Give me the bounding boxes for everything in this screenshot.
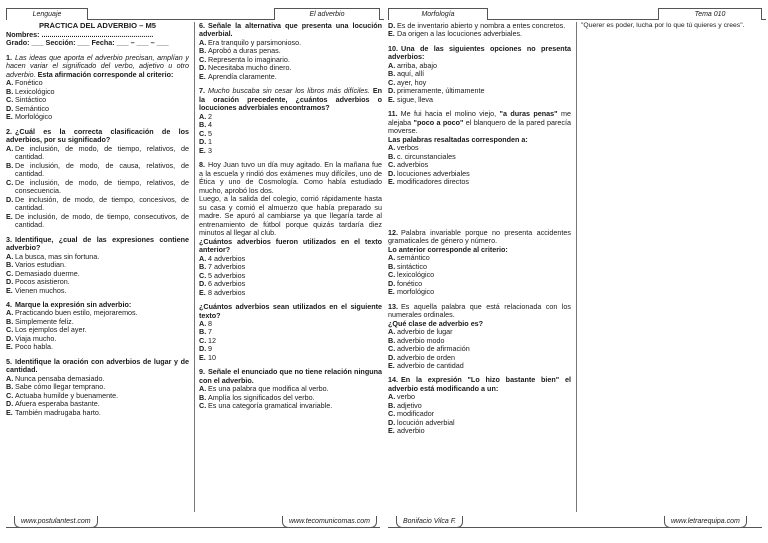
grado-seccion-fecha-field: Grado: ___ Sección: ___ Fecha: ___ – ___ – ___ [6,38,169,48]
text-fragment: B. [388,261,396,271]
text-fragment: 9 [208,344,212,354]
text-fragment: En la expresión "Lo hizo bastante bien" el adverbio está modificando a un: [388,375,571,393]
text-fragment: 1. [6,52,12,62]
option [199,354,382,362]
text-fragment: D. [199,344,207,354]
text-fragment: modificador [397,409,435,419]
text-fragment: Aprendía claramente. [208,71,277,81]
question-13 [388,303,571,371]
text-fragment: Varios estudian. [15,260,67,270]
text-fragment: verbo [397,392,415,402]
text-fragment: Lexicológico [15,86,55,96]
text-fragment: E. [199,145,206,155]
right-column-1 [388,22,571,512]
text-fragment: B. [199,46,207,56]
text-fragment: Representa lo imaginario. [208,54,290,64]
option [199,138,382,146]
option [199,345,382,353]
option [199,289,382,297]
text-fragment: C. [6,268,14,278]
text-fragment: Morfológico [15,112,53,122]
text-fragment: D. [388,352,396,362]
option [199,130,382,138]
left-column-2 [199,22,382,512]
option [199,402,382,410]
text-fragment: ¿Cuál es la correcta clasificación de los adverbios, por su significado? [6,126,189,145]
text-fragment: A. [388,253,396,263]
text-fragment: D. [388,278,396,288]
text-fragment: arriba, abajo [397,60,437,70]
text-fragment: D. [388,168,396,178]
text-fragment: Simplemente feliz. [15,316,74,326]
text-fragment: E. [6,285,13,295]
text-fragment: De inclusión, de modo, de tiempo, concesivos, de cantidad. [15,194,189,213]
text-fragment: B. [199,120,207,130]
text-fragment: 2. [6,126,12,136]
text-fragment: A. [388,392,396,402]
text-fragment: Demasiado duerme. [15,268,80,278]
text-fragment: A. [199,37,207,47]
question-8b [199,303,382,362]
option [199,113,382,121]
tab-lenguaje: Lenguaje [6,8,88,20]
text-fragment: 5. [6,356,12,366]
text-fragment: A. [199,384,207,394]
text-fragment: Identifique la oración con adverbios de lugar y de cantidad. [6,356,189,375]
text-fragment: B. [388,151,396,161]
text-fragment: ayer, hoy [397,77,427,87]
text-fragment: C. [6,390,14,400]
text-fragment: B. [388,69,396,79]
text-fragment: D. [199,279,207,289]
text-fragment: verbos [397,143,419,153]
text-fragment: Actuaba humilde y buenamente. [15,390,119,400]
text-fragment: Da origen a las locuciones adverbiales. [397,29,523,39]
text-fragment: A. [388,327,396,337]
text-fragment: primeramente, últimamente [397,86,485,96]
text-fragment: De inclusión, de modo, de causa, relativos, de cantidad. [15,160,189,179]
tab-morfologia: Morfología [388,8,488,20]
text-fragment: 4 [208,120,212,130]
option [388,427,571,435]
text-fragment: D. [6,333,14,343]
option [199,320,382,328]
footer-link-postulantest[interactable]: www.postulantest.com [14,516,98,528]
text-fragment: A. [388,143,396,153]
text-fragment: Me fui hacia el molino viejo, [400,109,497,119]
text-fragment: C. [388,344,396,354]
text-fragment: Pocos asistieron. [15,277,70,287]
text-fragment: A. [199,318,207,328]
text-fragment: sigue, lleva [397,94,433,104]
text-fragment: D. [6,277,14,287]
text-fragment: También madrugaba harto. [15,407,101,417]
text-fragment: 6 adverbios [208,279,246,289]
text-fragment: La busca, mas sin fortuna. [15,251,100,261]
text-fragment: E. [388,360,395,370]
text-fragment: sintáctico [397,261,427,271]
text-fragment: D. [388,417,396,427]
text-fragment: De inclusión, de modo, de tiempo, relativos, de cantidad. [15,143,189,162]
option [199,337,382,345]
text-fragment: 7. [199,86,205,96]
text-fragment: D. [6,194,14,204]
question-2 [6,128,189,230]
text-fragment: adverbio de afirmación [397,344,470,354]
text-fragment: E. [6,211,13,221]
text-fragment: locución adverbial [397,417,455,427]
text-fragment: A. [6,308,14,318]
option [6,113,189,121]
option [388,178,571,186]
text-fragment: E. [6,342,13,352]
text-fragment: Afuera esperaba bastante. [15,399,100,409]
question-14 [388,376,571,435]
option [388,30,571,38]
text-fragment: A. [6,251,14,261]
text-fragment: A. [6,143,14,153]
text-fragment: E. [199,352,206,362]
text-fragment: B. [199,392,207,402]
right-column-2 [581,22,764,512]
text-fragment: 7 [208,327,212,337]
text-fragment: E. [388,29,395,39]
text-fragment: D. [388,22,396,30]
text-fragment: fonético [397,278,423,288]
question-6 [199,22,382,81]
text-fragment: C. [199,128,207,138]
text-fragment: Las palabras resaltadas corresponden a: [388,134,528,144]
text-fragment: A. [199,253,207,263]
question-5 [6,358,189,417]
option [199,73,382,81]
text-fragment: "poco a poco" [413,117,464,127]
option [199,121,382,129]
question-10 [388,45,571,104]
text-fragment: Viaja mucho. [15,333,57,343]
option [6,343,189,351]
footer-link-tecomunicomas[interactable]: www.tecomunicomas.com [282,516,377,528]
text-fragment: B. [6,86,14,96]
text-fragment: Vienen muchos. [15,285,67,295]
text-fragment: 3. [6,234,12,244]
text-fragment: E. [388,426,395,436]
motivational-quote: "Querer es poder, lucha por lo que tú quieres y crees". [581,22,745,29]
text-fragment: E. [388,177,395,187]
text-fragment: B. [388,335,396,345]
question-7 [199,87,382,155]
text-fragment: c. circunstanciales [397,151,456,161]
right-header-tabs [388,8,766,20]
option [6,145,189,162]
text-fragment: morfológico [397,287,435,297]
text-fragment: Sabe cómo llegar temprano. [15,382,106,392]
left-header-tabs [6,8,384,20]
text-fragment: D. [6,103,14,113]
nombres-field: Nombres: ........................................................ [6,29,154,39]
text-fragment: A. [6,373,14,383]
text-fragment: Era tranquilo y parsimonioso. [208,37,302,47]
text-fragment: D. [6,399,14,409]
text-fragment: ¿Qué clase de adverbio es? [388,318,484,328]
text-fragment: 5 adverbios [208,270,246,280]
text-fragment: De inclusión, de modo, de tiempo, consecutivos, de cantidad. [15,211,189,230]
text-fragment: modificadores directos [397,177,469,187]
option [6,196,189,213]
question-9 [199,368,382,410]
text-fragment: Es aquella palabra que está relacionada con los numerales ordinales. [388,301,571,320]
text-fragment: Sintáctico [15,95,47,105]
text-fragment: C. [6,177,14,187]
text-fragment: adverbio [397,426,425,436]
question-3 [6,236,189,295]
text-fragment: Marque la expresión sin adverbio: [15,300,132,309]
option [6,409,189,417]
text-fragment: Es de inventario abierto y nombra a entes concretos. [397,22,566,30]
text-fragment: "a duras penas" [499,109,558,119]
text-fragment: Lo anterior corresponde al criterio: [388,244,508,254]
text-fragment: A. [199,111,207,121]
text-fragment: 14. [388,375,398,385]
option [388,362,571,370]
text-fragment: 10 [208,352,216,362]
text-fragment: Semántico [15,103,49,113]
option [199,147,382,155]
question-11 [388,110,571,186]
text-fragment: B. [388,400,396,410]
text-fragment: A. [388,60,396,70]
text-fragment: 4 adverbios [208,253,246,263]
left-page [6,0,384,543]
reading-passage-2: Luego, a la salida del colegio, corrió rápidamente hasta su casa y comió el almuerzo que había preparado su madre. Se apuró al cambiarse ya que llegaría tarde al entrenamiento de fútbol porque quizás tardaría diez minutos al llegar al club. [199,194,382,238]
text-fragment: 1 [208,137,212,147]
column-separator [194,22,195,512]
text-fragment: adverbio de lugar [397,327,453,337]
text-fragment: 12 [208,335,216,345]
text-fragment: 5 [208,128,212,138]
option [388,288,571,296]
text-fragment: 3 [208,145,212,155]
text-fragment: 4. [6,300,12,309]
text-fragment: Aprobó a duras penas. [208,46,281,56]
text-fragment: 2 [208,111,212,121]
text-fragment: B. [199,327,207,337]
text-fragment: 12. [388,227,398,237]
text-fragment: Practicando buen estilo, mejoraremos. [15,308,138,318]
question-1 [6,54,189,122]
right-page [388,0,766,543]
left-footer [6,516,384,528]
text-fragment: A. [6,78,14,88]
text-fragment: Palabra invariable porque no presenta accidentes gramaticales de género y número. [388,227,571,246]
text-fragment: C. [6,325,14,335]
text-fragment: Los ejemplos del ayer. [15,325,87,335]
text-fragment: 7 adverbios [208,262,246,272]
text-fragment: Amplía los significados del verbo. [208,392,315,402]
text-fragment: C. [388,160,396,170]
text-fragment: B. [6,316,14,326]
text-fragment: C. [388,270,396,280]
question-4 [6,301,189,352]
text-fragment: E. [199,287,206,297]
text-fragment: semántico [397,253,430,263]
text-fragment: 6. [199,22,205,30]
text-fragment: 11. [388,109,398,119]
question-8 [199,161,382,297]
left-column-1 [6,22,189,512]
question-1-ask: Esta afirmación corresponde al criterio: [37,69,174,79]
tab-el-adverbio: El adverbio [274,8,380,20]
text-fragment: Mucho buscaba sin cesar los libros más difíciles. [208,86,370,96]
text-fragment: D. [388,86,396,96]
text-fragment: 8. [199,160,205,170]
text-fragment: Es una categoría gramatical invariable. [208,401,333,411]
text-fragment: Una de las siguientes opciones no presenta adverbios: [388,43,571,62]
text-fragment: C. [388,409,396,419]
text-fragment: 10. [388,43,398,53]
text-fragment: Señale la alternativa que presenta una locución adverbial. [199,22,382,39]
text-fragment: E. [199,71,206,81]
question-12 [388,229,571,297]
text-fragment: B. [199,262,207,272]
text-fragment: aquí, allí [397,69,425,79]
text-fragment: B. [6,382,14,392]
text-fragment: adverbio modo [397,335,445,345]
reading-passage-1: Hoy Juan tuvo un día muy agitado. En la mañana fue a la escuela y rindió dos exámenes muy difíciles, uno de Ética y uno de Cosmología. Como había estudiado mucho, aprobó los dos. [199,160,382,195]
text-fragment: Identifique, ¿cual de las expresiones contiene adverbio? [6,234,189,253]
text-fragment: me alejaba [388,109,571,127]
question-9-continued [388,22,571,39]
option [6,162,189,179]
tab-tema: Tema 010 [658,8,762,20]
text-fragment: C. [199,54,207,64]
text-fragment: 8 [208,318,212,328]
text-fragment: Poco habla. [15,342,53,352]
text-fragment: el blanquero de la pared parecía moverse. [388,117,571,136]
text-fragment: lexicológico [397,270,435,280]
text-fragment: 13. [388,301,398,311]
text-fragment: C. [199,270,207,280]
column-separator [576,22,577,512]
text-fragment: E. [388,94,395,104]
text-fragment: C. [6,95,14,105]
text-fragment: ¿Cuántos adverbios sean utilizados en el siguiente texto? [199,302,382,320]
text-fragment: C. [388,77,396,87]
text-fragment: locuciones adverbiales [397,168,470,178]
text-fragment: Necesitaba mucho dinero. [208,63,292,73]
text-fragment: adjetivo [397,400,422,410]
text-fragment: Fonético [15,78,43,88]
text-fragment: B. [6,260,14,270]
text-fragment: De inclusión, de modo, de tiempo, relativos, de consecuencia. [15,177,189,196]
text-fragment: Nunca pensaba demasiado. [15,373,105,383]
text-fragment: E. [6,407,13,417]
text-fragment: B. [6,160,14,170]
text-fragment: C. [199,335,207,345]
text-fragment: D. [199,63,207,73]
option [199,328,382,336]
option [388,96,571,104]
text-fragment: C. [199,401,207,411]
option [6,179,189,196]
text-fragment: D. [199,137,207,147]
option [6,287,189,295]
text-fragment: adverbios [397,160,429,170]
text-fragment: Señale el enunciado que no tiene relación ninguna con el adverbio. [199,367,382,385]
text-fragment: 9. [199,367,205,377]
question-1-prompt: Las ideas que aporta el adverbio precisan, amplían y hacen variar el significado del verbo, adjetivo u otro adverbio. [6,52,189,79]
text-fragment: Es una palabra que modifica al verbo. [208,384,329,394]
text-fragment: adverbio de cantidad [397,360,464,370]
footer-author: Bonifacio Vilca F. [396,516,463,528]
text-fragment: En la oración precedente, ¿cuántos adverbios o locuciones adverbiales encontramos? [199,86,382,113]
option [6,213,189,230]
page-title: PRÁCTICA DEL ADVERBIO – M5 [38,22,156,30]
text-fragment: E. [6,112,13,122]
text-fragment: E. [388,287,395,297]
footer-link-letrarequipa[interactable]: www.letrarequipa.com [664,516,747,528]
text-fragment: ¿Cuántos adverbios fueron utilizados en el texto anterior? [199,236,382,255]
text-fragment: adverbio de orden [397,352,455,362]
right-footer [388,516,766,528]
text-fragment: 8 adverbios [208,287,246,297]
